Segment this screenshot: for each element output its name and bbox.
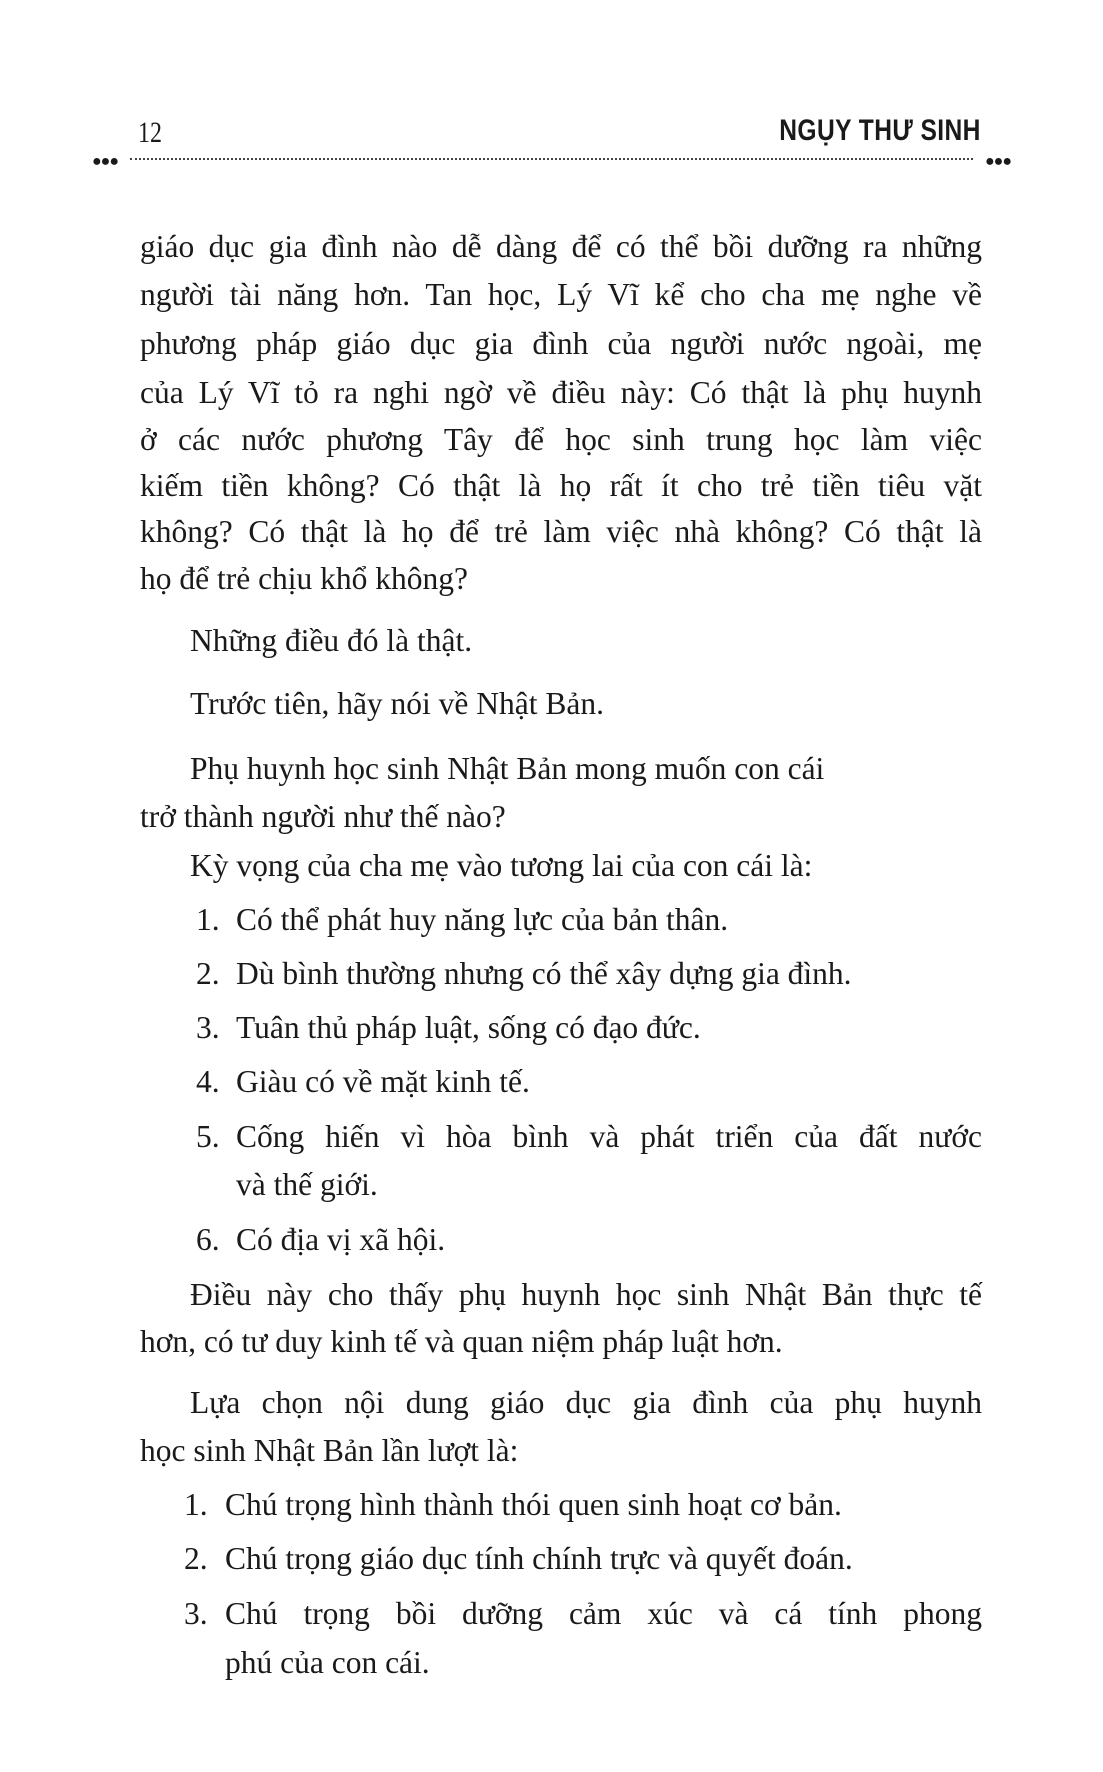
text-line: học sinh Nhật Bản lần lượt là: <box>140 1433 519 1468</box>
text-line: hơn, có tư duy kinh tế và quan niệm pháp luật hơn. <box>140 1324 783 1359</box>
ornament-right: ●●● <box>985 153 1011 170</box>
list-item: Có địa vị xã hội. <box>236 1222 446 1257</box>
list-item: Chú trọng hình thành thói quen sinh hoạt cơ bản. <box>225 1487 842 1522</box>
text-line: không? Có thật là họ để trẻ làm việc nhà không? Có thật là <box>140 514 982 549</box>
list-number: 3. <box>196 1010 220 1045</box>
list-number: 5. <box>196 1119 220 1154</box>
text-line: kiếm tiền không? Có thật là họ rất ít cho trẻ tiền tiêu vặt <box>140 468 982 503</box>
header-dotted-rule <box>130 158 973 164</box>
text-line: họ để trẻ chịu khổ không? <box>140 561 469 596</box>
text-line: người tài năng hơn. Tan học, Lý Vĩ kể cho cha mẹ nghe về <box>140 277 982 312</box>
text-line: ở các nước phương Tây để học sinh trung học làm việc <box>140 422 982 457</box>
text-line: Lựa chọn nội dung giáo dục gia đình của phụ huynh <box>190 1385 982 1420</box>
list-item: Dù bình thường nhưng có thể xây dựng gia đình. <box>236 956 852 991</box>
list-number: 3. <box>184 1596 208 1631</box>
list-number: 4. <box>196 1064 220 1099</box>
list-number: 1. <box>196 902 220 937</box>
list-item: Chú trọng giáo dục tính chính trực và quyết đoán. <box>225 1541 853 1576</box>
text-line: phương pháp giáo dục gia đình của người nước ngoài, mẹ <box>140 326 982 361</box>
list-number: 2. <box>196 956 220 991</box>
text-line: Điều này cho thấy phụ huynh học sinh Nhật Bản thực tế <box>190 1277 982 1312</box>
running-title: NGỤY THƯ SINH <box>779 114 981 147</box>
list-item: Chú trọng bồi dưỡng cảm xúc và cá tính phong <box>225 1596 982 1631</box>
text-line: Phụ huynh học sinh Nhật Bản mong muốn con cái <box>190 751 825 786</box>
text-line: Những điều đó là thật. <box>190 623 473 658</box>
list-item: Tuân thủ pháp luật, sống có đạo đức. <box>236 1010 701 1045</box>
list-item: Có thể phát huy năng lực của bản thân. <box>236 902 729 937</box>
list-item: Cống hiến vì hòa bình và phát triển của đất nước <box>236 1119 982 1154</box>
list-number: 1. <box>184 1487 208 1522</box>
list-item: Giàu có về mặt kinh tế. <box>236 1064 530 1099</box>
text-line: trở thành người như thế nào? <box>140 799 506 834</box>
text-line: giáo dục gia đình nào dễ dàng để có thể bồi dưỡng ra những <box>140 229 982 264</box>
page-number: 12 <box>138 116 162 149</box>
list-item-continuation: phú của con cái. <box>225 1645 430 1680</box>
ornament-left: ●●● <box>92 153 118 170</box>
text-line: Trước tiên, hãy nói về Nhật Bản. <box>190 686 605 721</box>
list-number: 2. <box>184 1541 208 1576</box>
text-line: Kỳ vọng của cha mẹ vào tương lai của con cái là: <box>190 848 813 883</box>
list-item-continuation: và thế giới. <box>236 1167 378 1202</box>
list-number: 6. <box>196 1222 220 1257</box>
text-line: của Lý Vĩ tỏ ra nghi ngờ về điều này: Có thật là phụ huynh <box>140 375 982 410</box>
